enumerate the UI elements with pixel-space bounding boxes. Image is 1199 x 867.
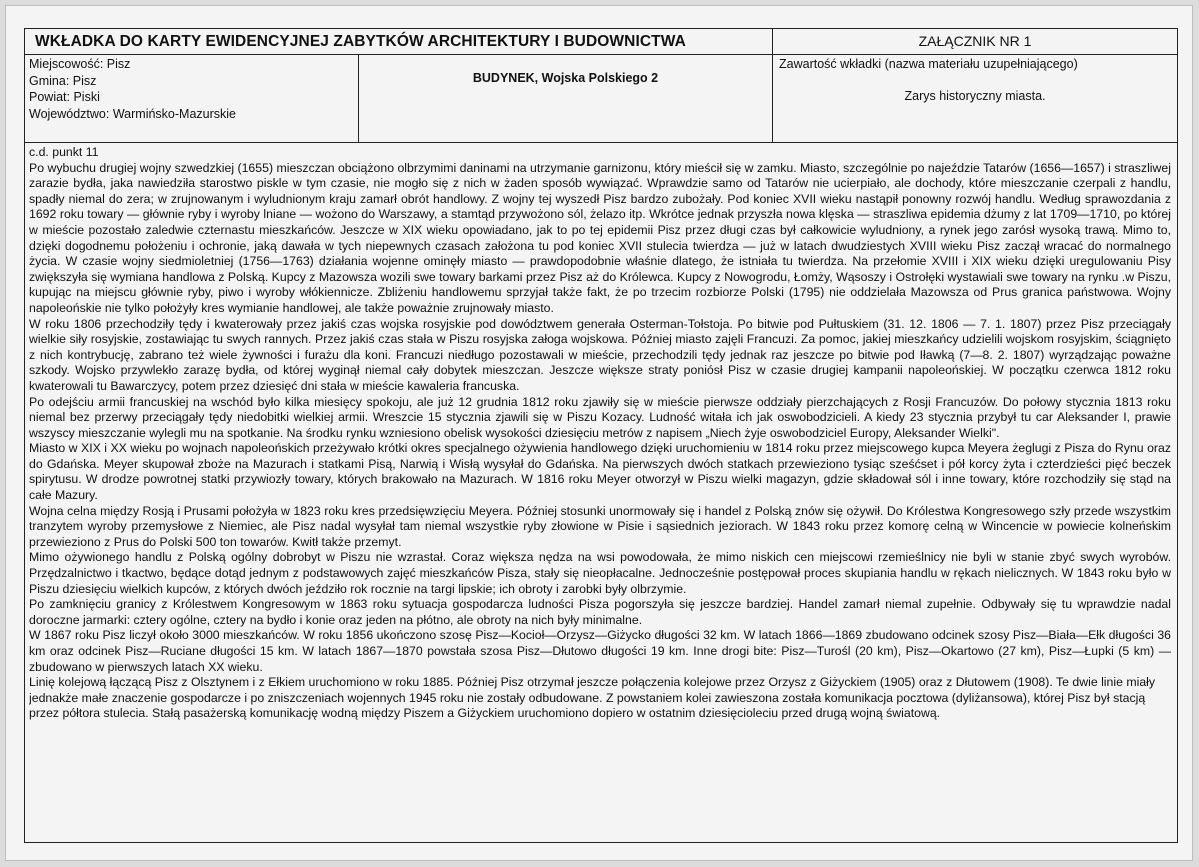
paragraph: Po zamknięciu granicy z Królestwem Kongresowym w 1863 roku sytuacja gospodarcza ludności Pisza pogorszyła się jeszcze bardziej. Handel zamarł niemal zupełnie. Odbywały się tu wprawdzie nadal doroczne jarmarki: cztery ogólne, cztery na bydło i konie oraz jeden na płótno, ale obroty na nich były minimalne. [29,597,1171,627]
paragraph: Wojna celna między Rosją i Prusami położyła w 1823 roku kres przedsięwzięciu Meyera. Później stosunki unormowały się i handel z Polską znów się ożywił. Do Królestwa Kongresowego szły przede wszystkim tranzytem wyroby przemysłowe z Niemiec, ale Pisz nadal wysyłał tam niemal wszystkie ryby złowione w Pisie i sąsiednich jeziorach. W 1843 roku przez komorę celną w Wincencie w powiecie kolneńskim przewieziono z Prus do Polski 500 ton towarów. Kwitł także przemyt. [29,503,1171,549]
paragraph: Miasto w XIX i XX wieku po wojnach napoleońskich przeżywało krótki okres specjalnego ożywienia handlowego dzięki uruchomieniu w 1814 roku przez miejscowego kupca Meyera żeglugi z Pisza do Rynu oraz do Gdańska. Meyer skupował zboże na Mazurach i statkami Pisą, Narwią i Wisłą wysyłał do Gdańska. Na pierwszych dwóch statkach przewieziono tysiąc sześćset i pół korcy żyta i czterdzieści pięć beczek spirytusu. W drodze powrotnej statki przywiozły towary, których brakowało na Mazurach. W 1816 roku Meyer otworzył w Piszu wielki magazyn, gdzie składował sól i inne towary, które rozchodziły się stąd na całe Mazury. [29,441,1171,503]
paragraph: W 1867 roku Pisz liczył około 3000 mieszkańców. W roku 1856 ukończono szosę Pisz—Kocioł—Orzysz—Giżycko długości 32 km. W latach 1866—1869 zbudowano odcinek szosy Pisz—Biała—Ełk długości 36 km oraz odcinek Pisz—Ruciane długości 15 km. W latach 1867—1870 powstała szosa Pisz—Dłutowo długości 19 km. Inne drogi bite: Pisz—Turośl (20 km), Pisz—Okartowo (27 km), Pisz—Łupki (5 km) — zbudowano w pierwszych latach XX wieku. [29,628,1171,674]
paragraph: Po wybuchu drugiej wojny szwedzkiej (1655) mieszczan obciążono olbrzymimi daninami na utrzymanie garnizonu, który mieścił się w zamku. Miasto, szczególnie po najeździe Tatarów (1656—1657) i straszliwej zarazie bydła, jaka nawiedziła starostwo piskle w tym czasie, nie mogło się z nich w żaden sposób wywiązać. Wprawdzie samo od Tatarów nie ucierpiało, ale dochody, które mieszczanie czerpali z handlu, spadły niemal do zera; w zrujnowanym i wyludnionym kraju zamarł obrót handlowy. Z wojny tej wyszedł Pisz bardzo zubożały. Pod koniec XVII wieku nastąpił ponowny rozwój handlu. Według sprawozdania z 1692 roku towary — głównie ryby i wyroby lniane — wożono do Warszawy, a stamtąd przywożono sól, żelazo itp. Wkrótce jednak przyszła nowa klęska — straszliwa epidemia dżumy z lat 1709—1710, po której w mieście pozostało zaledwie czternastu mieszkańców. Jeszcze w XIX wieku opowiadano, jak to po tej epidemii Pisz przez długi czas był całkowicie wyludniony, a rynek jego zarósł wysoką trawą. Mimo to, dzięki dogodnemu położeniu i ochronie, jaką dawała w tych niepewnych czasach założona tu pod koniec XVII stulecia twierdza — już w latach dwudziestych XVIII wieku Pisz zaczął wracać do normalnego życia. W czasie wojny siedmioletniej (1756—1763) działania wojenne ominęły miasto — prawdopodobnie właśnie dlatego, że istniała tu twierdza. Na przełomie XVIII i XIX wieku dzięki uregulowaniu Pisy zwiększyła się wymiana handlowa z Polską. Kupcy z Mazowsza wozili swe towary barkami przez Pisz aż do Królewca. Kupcy z Nowogrodu, Łomży, Wąsoszy i Ostrołęki wystawiali swe towary na rynku .w Piszu, kupując na miejscu głównie ryby, piwo i wyroby włókiennicze. Zbliżeniu handlowemu sprzyjał także fakt, że po trzecim rozbiorze Polski (1795) nie oddzielała Mazowsza od Prus granica państwowa. Wojny napoleońskie nie tylko położyły kres wymianie handlowej, ale także poważnie zrujnowały miasto. [29,160,1171,315]
location-block [25,54,359,142]
paragraph: Mimo ożywionego handlu z Polską ogólny dobrobyt w Piszu nie wzrastał. Coraz większa nędza na wsi powodowała, że mimo niskich cen miejscowi rzemieślnicy nie byli w stanie zbyć swych wyrobów. Przędzalnictwo i tkactwo, będące dotąd jednym z podstawowych zajęć mieszkańców Pisza, stały się nieopłacalne. Jednocześnie postępował proces skupiania handlu w rękach nielicznych. W 1843 roku było w Piszu dziesięciu wielkich kupców, z których dwóch jeździło rok rocznie na targi lipskie; ich obroty i zarobki były olbrzymie. [29,550,1171,596]
form-frame [24,28,1178,843]
annex-label: ZAŁĄCZNIK NR 1 [918,33,1032,49]
district-field: Powiat: Piski [29,90,100,104]
paragraph: Linię kolejową łączącą Pisz z Olsztynem i z Ełkiem uruchomiono w roku 1885. Później Pisz otrzymał jeszcze połączenia kolejowe przez Orzysz z Giżyckiem (1905) oraz z Dłutowem (1908). Te dwie linie miały jednakże małe znaczenie gospodarcze i po zniszczeniach wojennych 1945 roku nie zostały odbudowane. Z powstaniem kolei zawieszona została komunikacja pocztowa (dyliżansowa), której Pisz był stacją przez półtora stulecia. Stałą pasażerską komunikację wodną między Piszem a Giżyckiem uruchomiono dopiero w ostatnim dziesięcioleciu przed drugą wojną światową. [29,675,1156,721]
building-name: BUDYNEK, Wojska Polskiego 2 [359,54,773,142]
commune-field: Gmina: Pisz [29,73,97,88]
paragraph: Po odejściu armii francuskiej na wschód było kilka miesięcy spokoju, ale już 12 grudnia 1812 roku zjawiły się w mieście pierwsze oddziały pierzchających z Rosji Francuzów. Do połowy stycznia 1813 roku niemal bez przerwy przeciągały tędy niedobitki wielkiej armii. Wreszcie 15 stycznia zjawili się w Piszu Kozacy. Ludność witała ich jak oswobodzicieli. A kiedy 23 stycznia przybył tu car Aleksander I, prawie wszyscy mieszczanie wylegli mu na spotkanie. Na środku rynku wzniesiono obelisk wysokości dziesięciu metrów z napisem „Niech żyje oswobodziciel Europy, Aleksander Wielki". [29,394,1171,440]
voivodeship-field: Województwo: Warmińsko-Mazurskie [29,106,236,121]
paragraph: W roku 1806 przechodziły tędy i kwaterowały przez jakiś czas wojska rosyjskie pod dowództwem generała Osterman-Tołstoja. Po bitwie pod Pułtuskiem (31. 12. 1806 — 7. 1. 1807) przez Pisz przeciągały wielkie siły rosyjskie, zostawiając tu swych rannych. Przez jakiś czas stała w Piszu rosyjska załoga wojskowa. Później miasto zajęli Francuzi. Za pomoc, jakiej mieszkańcy udzielili wojskom rosyjskim, ściągnięto z nich kontrybucję, zabrano też wiele żywności i furażu dla koni. Francuzi niedługo pozostawali w mieście, przechodzili tędy jednak raz jeszcze po bitwie pod Iławką (7—8. 2. 1807) wyrządzając poważne szkody. Wojsko przywlekło zarazę bydła, od której wyginął niemal cały dobytek mieszczan. Jeszcze większe straty poniósł Pisz w czasie drugiej kampanii napoleońskiej. W początku czerwca 1812 roku kwaterowali tu Bawarczycy, potem przez dziesięć dni stała w mieście kawaleria francuska. [29,316,1171,393]
content-block [773,54,1177,142]
content-label: Zawartość wkładki (nazwa materiału uzupełniającego) [779,57,1078,71]
continuation-note: c.d. punkt 11 [29,145,99,159]
header-row [25,29,1177,55]
locality-field: Miejscowość: Pisz [29,57,131,71]
info-row [25,54,1177,143]
form-title: WKŁADKA DO KARTY EWIDENCYJNEJ ZABYTKÓW ARCHITEKTURY I BUDOWNICTWA [25,29,773,54]
content-value: Zarys historyczny miasta. [904,89,1046,103]
document-sheet [6,6,1192,860]
history-text [29,145,1171,836]
